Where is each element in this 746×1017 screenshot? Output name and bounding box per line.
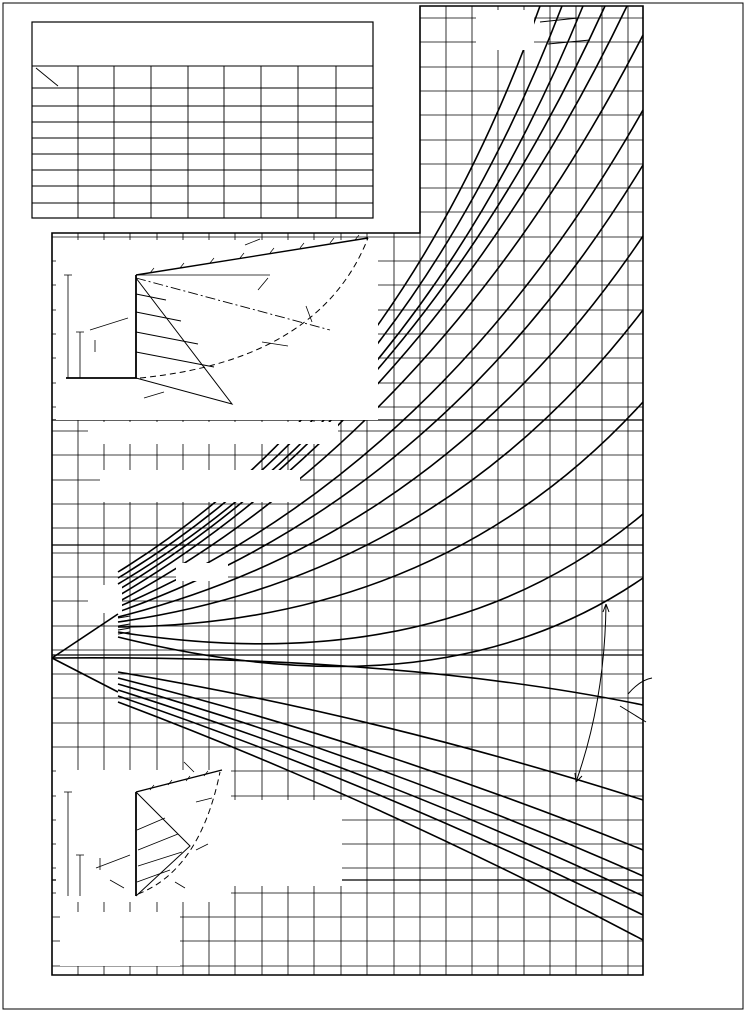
center-line-leader bbox=[620, 678, 652, 722]
origin-ray-lower bbox=[52, 658, 118, 692]
top-legend-leaders bbox=[540, 18, 590, 44]
curve-tick bbox=[118, 628, 130, 630]
table-corner-diagonal bbox=[36, 68, 58, 86]
origin-ray-upper bbox=[52, 614, 118, 658]
label-mask-e bbox=[230, 800, 342, 886]
label-mask-b bbox=[100, 470, 300, 502]
table-frame bbox=[32, 22, 373, 218]
active-pressure-inset bbox=[56, 235, 378, 420]
label-mask-f bbox=[60, 912, 180, 966]
range-arrow bbox=[575, 604, 652, 782]
label-mask-c bbox=[176, 563, 228, 581]
label-mask-d bbox=[88, 585, 122, 613]
label-mask-a bbox=[88, 422, 338, 444]
legend-mask-top bbox=[476, 10, 534, 50]
coefficient-table bbox=[32, 22, 373, 218]
leader-top-1 bbox=[540, 18, 578, 22]
passive-pressure-inset bbox=[56, 762, 231, 902]
